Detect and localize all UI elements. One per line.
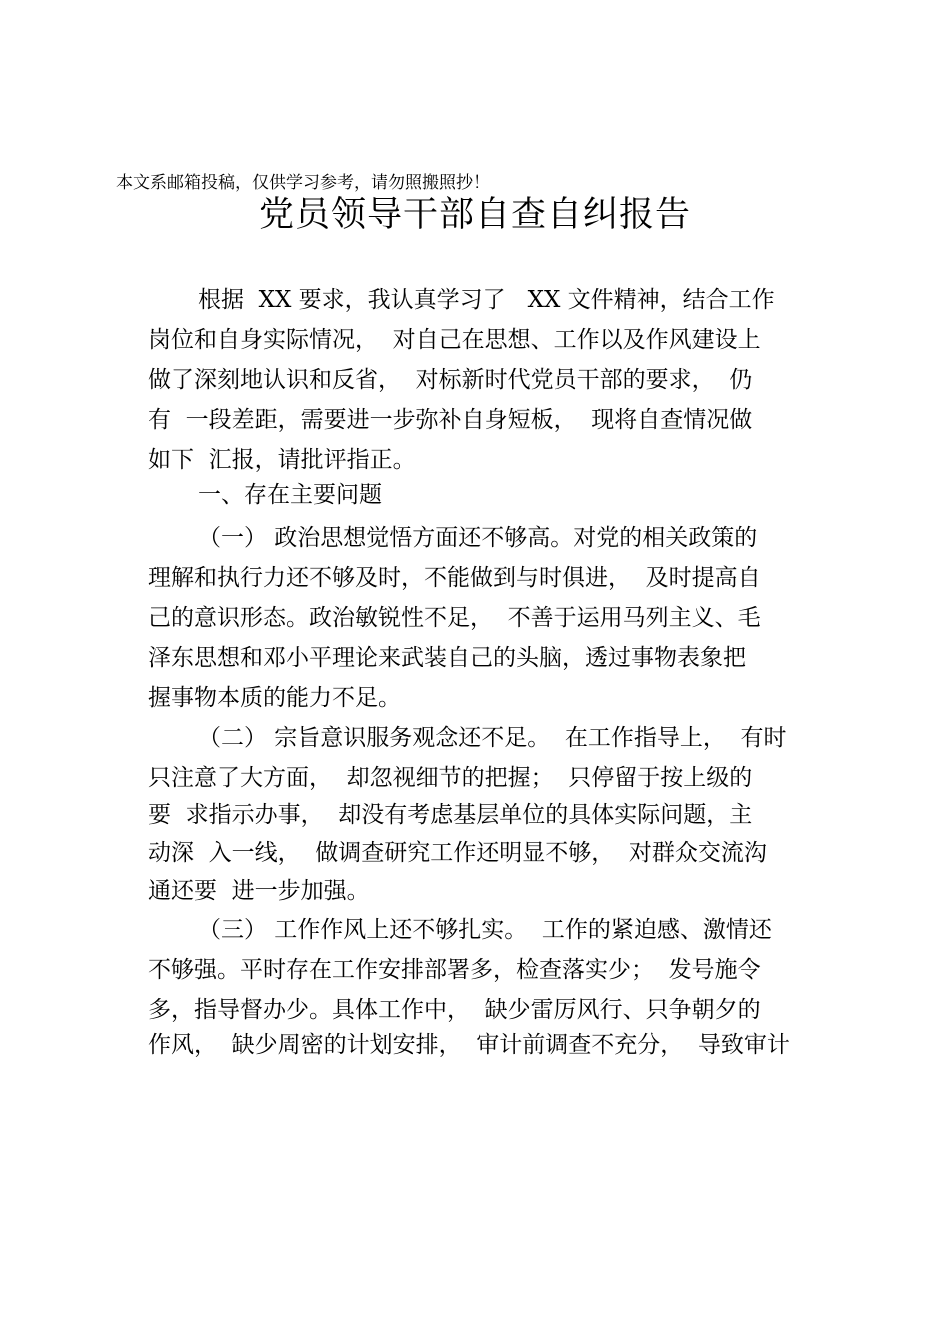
item1-line-1: （一） 政治思想觉悟方面还不够高。对党的相关政策的: [198, 525, 758, 551]
intro-line-2: 岗位和自身实际情况， 对自己在思想、工作以及作风建设上: [148, 327, 761, 353]
notice-text: 本文系邮箱投稿，仅供学习参考，请勿照搬照抄！: [116, 173, 490, 193]
intro-line-3: 做了深刻地认识和反省， 对标新时代党员干部的要求， 仍: [148, 367, 753, 393]
document-title: 党员领导干部自查自纠报告: [258, 195, 691, 235]
intro-line-4: 有 一段差距，需要进一步弥补自身短板， 现将自查情况做: [148, 407, 753, 433]
item1-line-3: 己的意识形态。政治敏锐性不足， 不善于运用马列主义、毛: [148, 605, 761, 631]
item2-line-3: 要 求指示办事， 却没有考虑基层单位的具体实际问题，主: [148, 802, 753, 828]
item2-line-4: 动深 入一线， 做调查研究工作还明显不够， 对群众交流沟: [148, 840, 767, 866]
intro-line-1: 根据 XX 要求，我认真学习了 XX 文件精神，结合工作: [198, 287, 775, 313]
item3-line-4: 作风， 缺少周密的计划安排， 审计前调查不充分， 导致审计: [148, 1032, 790, 1058]
item2-line-5: 通还要 进一步加强。: [148, 878, 370, 904]
intro-line-5: 如下 汇报，请批评指正。: [148, 447, 416, 473]
item3-line-3: 多，指导督办少。具体工作中， 缺少雷厉风行、只争朝夕的: [148, 997, 761, 1023]
item3-line-1: （三） 工作作风上还不够扎实。 工作的紧迫感、激情还: [198, 917, 772, 943]
item1-line-2: 理解和执行力还不够及时，不能做到与时俱进， 及时提高自: [148, 565, 761, 591]
item1-line-4: 泽东思想和邓小平理论来武装自己的头脑，透过事物表象把: [148, 645, 746, 671]
item1-line-5: 握事物本质的能力不足。: [148, 685, 401, 711]
section-heading: 一、存在主要问题: [198, 482, 382, 508]
item3-line-2: 不够强。平时存在工作安排部署多，检查落实少； 发号施令: [148, 957, 761, 983]
item2-line-2: 只注意了大方面， 却忽视细节的把握； 只停留于按上级的: [148, 765, 753, 791]
item2-line-1: （二） 宗旨意识服务观念还不足。 在工作指导上， 有时: [198, 725, 787, 751]
